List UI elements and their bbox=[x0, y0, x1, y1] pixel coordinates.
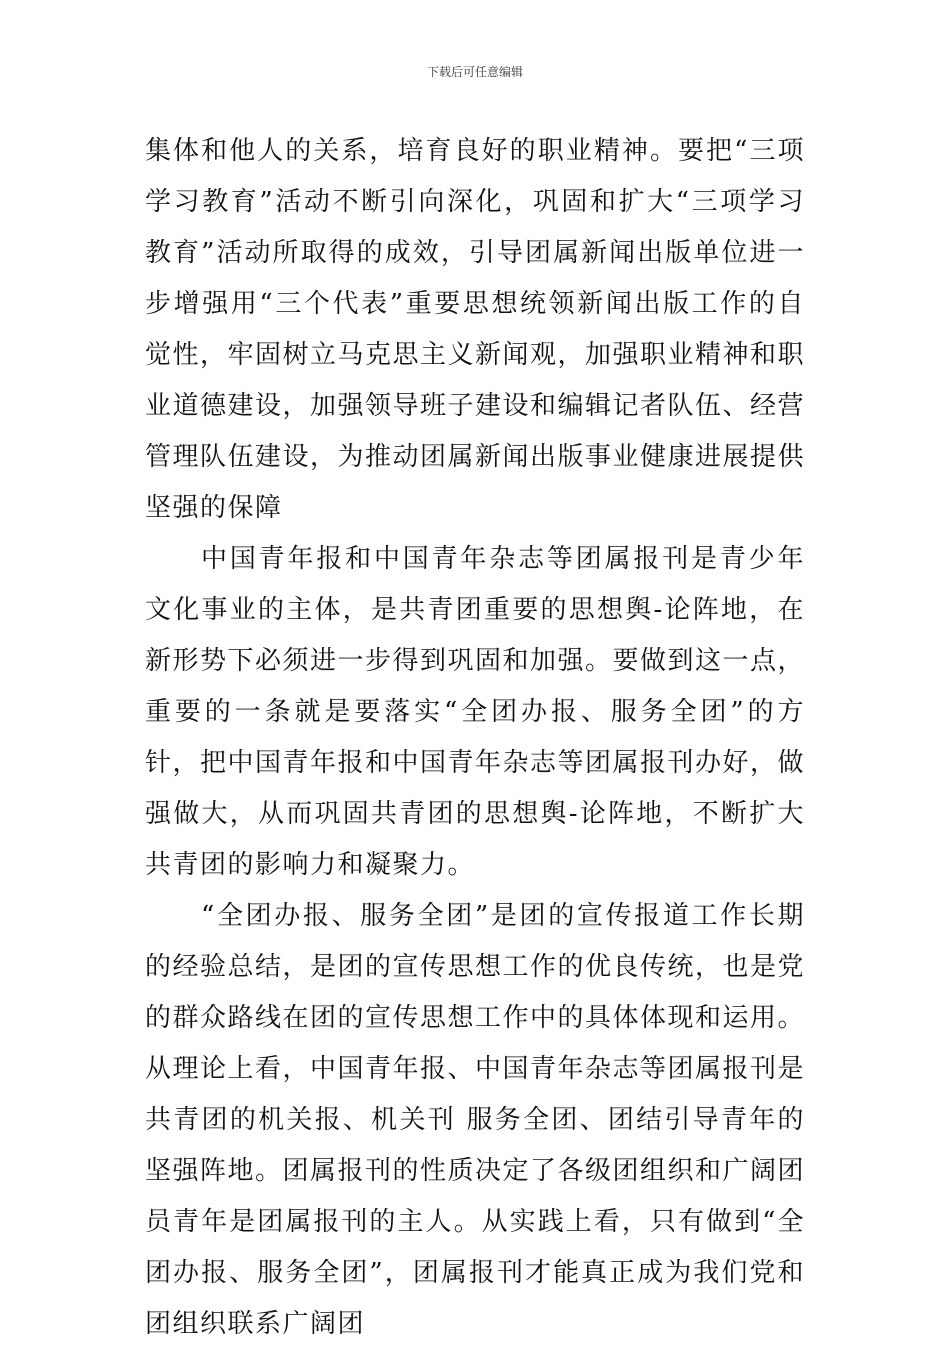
page-header: 下载后可任意编辑 bbox=[426, 65, 523, 79]
body-text bbox=[145, 126, 805, 1350]
paragraph-whole-league-policy: “全团办报、服务全团”是团的宣传报道工作长期的经验总结，是团的宣传思想工作的优良传统，也是党的群众路线在团的宣传思想工作中的具体体现和运用。从理论上看，中国青年报、中国青年杂志等团属报刊是共青团的机关报、机关刊 服务全团、团结引导青年的坚强阵地。团属报刊的性质决定了各级团组织和广阔团员青年是团属报刊的主人。从实践上看，只有做到“全团办报、服务全团”，团属报刊才能真正成为我们党和团组织联系广阔团 bbox=[145, 901, 806, 1339]
paragraph-continuation: 集体和他人的关系，培育良好的职业精神。要把“三项学习教育”活动不断引向深化，巩固和扩大“三项学习教育”活动所取得的成效，引导团属新闻出版单位进一步增强用“三个代表”重要思想统领新闻出版工作的自觉性，牢固树立马克思主义新闻观，加强职业精神和职业道德建设，加强领导班子建设和编辑记者队伍、经营管理队伍建设，为推动团属新闻出版事业健康进展提供坚强的保障 bbox=[145, 136, 806, 523]
paragraph-youth-newspapers: 中国青年报和中国青年杂志等团属报刊是青少年文化事业的主体，是共青团重要的思想舆-论阵地，在新形势下必须进一步得到巩固和加强。要做到这一点，重要的一条就是要落实“全团办报、服务全团”的方针，把中国青年报和中国青年杂志等团属报刊办好，做强做大，从而巩固共青团的思想舆-论阵地，不断扩大共青团的影响力和凝聚力。 bbox=[145, 544, 806, 880]
